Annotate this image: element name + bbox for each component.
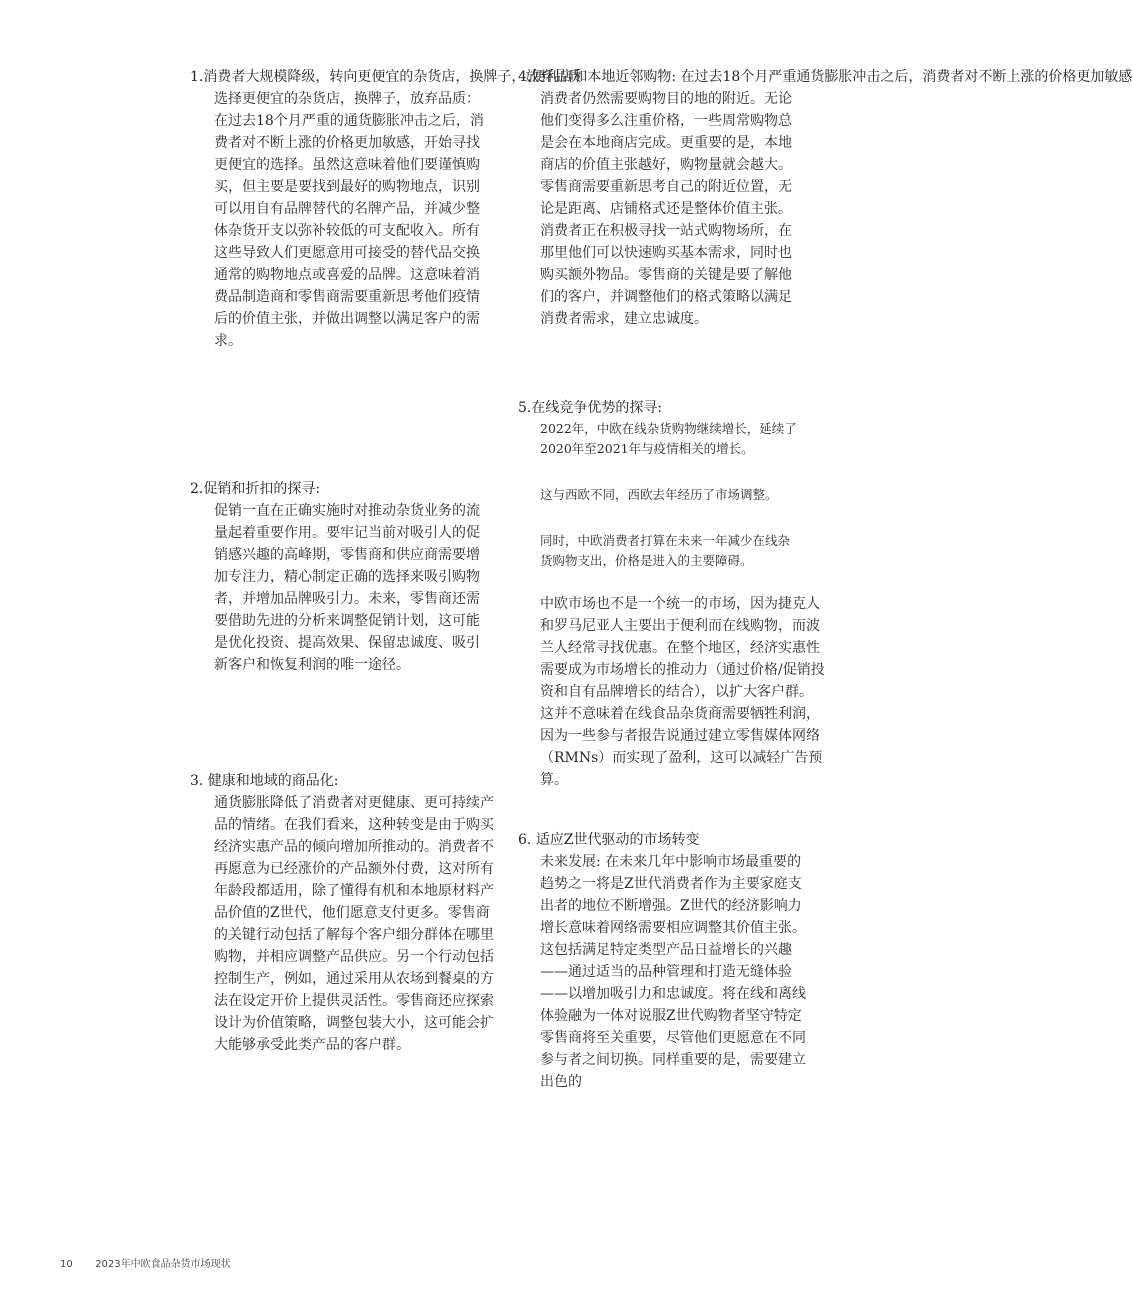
section-6-heading: 6. 适应Z世代驱动的市场转变 — [518, 832, 700, 848]
section-2-heading: 2.促销和折扣的探寻: — [190, 481, 321, 497]
section-5-paragraph-2: 这与西欧不同，西欧去年经历了市场调整。 — [540, 487, 778, 502]
page-number: 10 — [60, 1259, 73, 1270]
section-1-body: 选择更便宜的杂货店，换牌子，放弃品质：在过去18个月严重的通货膨胀冲击之后，消费者对不断上涨的价格更加敏感，开始寻找更便宜的选择。虽然这意味着他们要谨慎购买，但主要是要找到最好的购物地点，识别可以用自有品牌替代的名牌产品，并减少整体杂货开支以弥补较低的可支配收入。所有这些导致人们更愿意用可接受的替代品交换通常的购物地点或喜爱的品牌。这意味着消费品制造商和零售商需要重新思考他们疫情后的价值主张，并做出调整以满足客户的需求。 — [214, 91, 484, 349]
page-footer — [60, 1255, 231, 1270]
section-3-body: 通货膨胀降低了消费者对更健康、更可持续产品的情绪。在我们看来，这种转变是由于购买经济实惠产品的倾向增加所推动的。消费者不再愿意为已经涨价的产品额外付费，这对所有年龄段都适用，除了懂得有机和本地原材料产品价值的Z世代，他们愿意支付更多。零售商的关键行动包括了解每个客户细分群体在哪里购物，并相应调整产品供应。另一个行动包括控制生产，例如，通过采用从农场到餐桌的方法在设定开价上提供灵活性。零售商还应探索设计为价值策略，调整包装大小，这可能会扩大能够承受此类产品的客户群。 — [214, 795, 494, 1053]
section-1 — [190, 66, 582, 352]
section-5-paragraph-1: 2022年，中欧在线杂货购物继续增长，延续了2020年至2021年与疫情相关的增长。 — [540, 421, 797, 456]
section-3-heading: 3. 健康和地域的商品化: — [190, 773, 339, 789]
section-5-paragraph-3: 同时，中欧消费者打算在未来一年减少在线杂货购物支出，价格是进入的主要障碍。 — [540, 533, 791, 568]
section-4-body: 消费者仍然需要购物目的地的附近。无论他们变得多么注重价格，一些周常购物总是会在本地商店完成。更重要的是，本地商店的价值主张越好，购物量就会越大。零售商需要重新思考自己的附近位置，无论是距离、店铺格式还是整体价值主张。消费者正在积极寻找一站式购物场所，在那里他们可以快速购买基本需求，同时也购买额外物品。零售商的关键是要了解他们的客户，并调整他们的格式策略以满足消费者需求，建立忠诚度。 — [540, 91, 792, 327]
section-5-paragraph-4: 中欧市场也不是一个统一的市场，因为捷克人和罗马尼亚人主要出于便利而在线购物，而波兰人经常寻找优惠。在整个地区，经济实惠性需要成为市场增长的推动力（通过价格/促销投资和自有品牌增长的结合），以扩大客户群。这并不意味着在线食品杂货商需要牺牲利润，因为一些参与者报告说通过建立零售媒体网络（RMNs）而实现了盈利，这可以减轻广告预算。 — [540, 596, 825, 788]
section-6-body: 未来发展: 在未来几年中影响市场最重要的趋势之一将是Z世代消费者作为主要家庭支出者的地位不断增强。Z世代的经济影响力增长意味着网络需要相应调整其价值主张。这包括满足特定类型产品日益增长的兴趣——通过适当的品种管理和打造无缝体验——以增加吸引力和忠诚度。将在线和离线体验融为一体对说服Z世代购物者坚守特定零售商将至关重要，尽管他们更愿意在不同参与者之间切换。同样重要的是，需要建立出色的 — [540, 854, 806, 1090]
section-4-heading: 4.便利店和本地近邻购物: 在过去18个月严重通货膨胀冲击之后，消费者对不断上涨的价格更加敏感 — [518, 69, 1132, 85]
section-3 — [190, 770, 495, 1056]
footer-title: 2023年中欧食品杂货市场现状 — [95, 1259, 231, 1270]
section-2 — [190, 478, 490, 676]
section-4 — [518, 66, 1132, 330]
section-6 — [518, 829, 818, 1093]
section-5-heading: 5.在线竞争优势的探寻: — [518, 400, 663, 416]
section-1-heading: 1.消费者大规模降级，转向更便宜的杂货店，换牌子，放弃品质 — [190, 69, 582, 85]
section-5 — [518, 397, 825, 791]
section-2-body: 促销一直在正确实施时对推动杂货业务的流量起着重要作用。要牢记当前对吸引人的促销感兴趣的高峰期，零售商和供应商需要增加专注力，精心制定正确的选择来吸引购物者，并增加品牌吸引力。未来，零售商还需要借助先进的分析来调整促销计划，这可能是优化投资、提高效果、保留忠诚度、吸引新客户和恢复利润的唯一途径。 — [214, 503, 480, 673]
